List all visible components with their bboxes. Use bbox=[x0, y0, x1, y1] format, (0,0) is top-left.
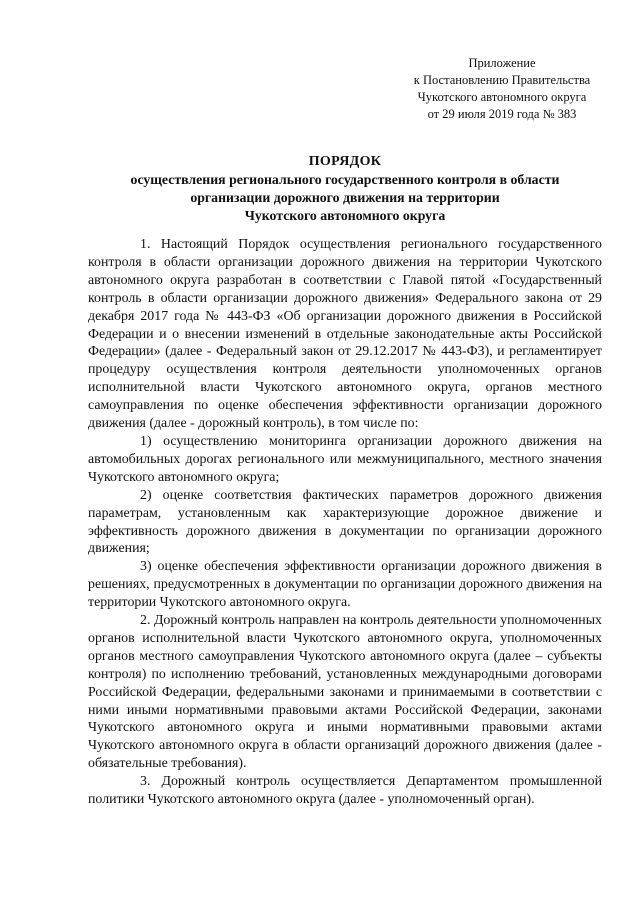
title-line-3: Чукотского автономного округа bbox=[244, 208, 446, 223]
paragraph-1: 1. Настоящий Порядок осуществления регионального государственного контроля в области организации дорожного движения на территории Чукотского автономного округа разработан в соответствии с Главой пятой «Государственный контроль в области организации дорожного движения» Федерального закона от 29 декабря 2017 года № 443-ФЗ «Об организации дорожного движения в Российской Федерации и о внесении изменений в отдельные законодательные акты Российской Федерации» (далее - Федеральный закон от 29.12.2017 № 443-ФЗ), и регламентирует процедуру осуществления контроля деятельности уполномоченных органов исполнительной власти Чукотского автономного округа, органов местного самоуправления по оценке обеспечения эффективности организации дорожного движения (далее - дорожный контроль), в том числе по: bbox=[88, 237, 602, 432]
appendix-label: Приложение bbox=[468, 56, 536, 70]
title-line-2: организации дорожного движения на территории bbox=[190, 190, 500, 205]
appendix-header bbox=[402, 55, 602, 123]
appendix-date-number: от 29 июля 2019 года № 383 bbox=[427, 107, 577, 121]
paragraph-1-item-2: 2) оценке соответствия фактических параметров дорожного движения параметрам, установленным как характеризующие дорожное движение и эффективность дорожного движения в документации по организации дорожного движения; bbox=[88, 487, 602, 557]
appendix-decree: к Постановлению Правительства bbox=[413, 73, 591, 87]
document-title bbox=[90, 152, 600, 225]
paragraph-1-item-1: 1) осуществлению мониторинга организации дорожного движения на автомобильных дорогах регионального или межмуниципального, местного значения Чукотского автономного округа; bbox=[88, 433, 602, 485]
paragraph-2: 2. Дорожный контроль направлен на контроль деятельности уполномоченных органов исполнительной власти Чукотского автономного округа, уполномоченных органов местного самоуправления Чукотского автономного округа (далее – субъекты контроля) по исполнению требований, установленных международными договорами Российской Федерации, федеральными законами и принимаемыми в соответствии с ними иными нормативными правовыми актами Российской Федерации, законами Чукотского автономного округа и иными нормативными правовыми актами Чукотского автономного округа в области организаций дорожного движения (далее - обязательные требования). bbox=[88, 613, 602, 772]
title-main: ПОРЯДОК bbox=[308, 154, 382, 169]
title-line-1: осуществления регионального государственного контроля в области bbox=[130, 172, 560, 187]
paragraph-1-item-3: 3) оценке обеспечения эффективности организации дорожного движения в решениях, предусмотренных в документации по организации дорожного движения на территории Чукотского автономного округа. bbox=[88, 559, 602, 611]
document-body bbox=[88, 236, 602, 809]
appendix-region: Чукотского автономного округа bbox=[417, 90, 587, 104]
paragraph-3: 3. Дорожный контроль осуществляется Департаментом промышленной политики Чукотского автономного округа (далее - уполномоченный орган). bbox=[88, 774, 602, 808]
